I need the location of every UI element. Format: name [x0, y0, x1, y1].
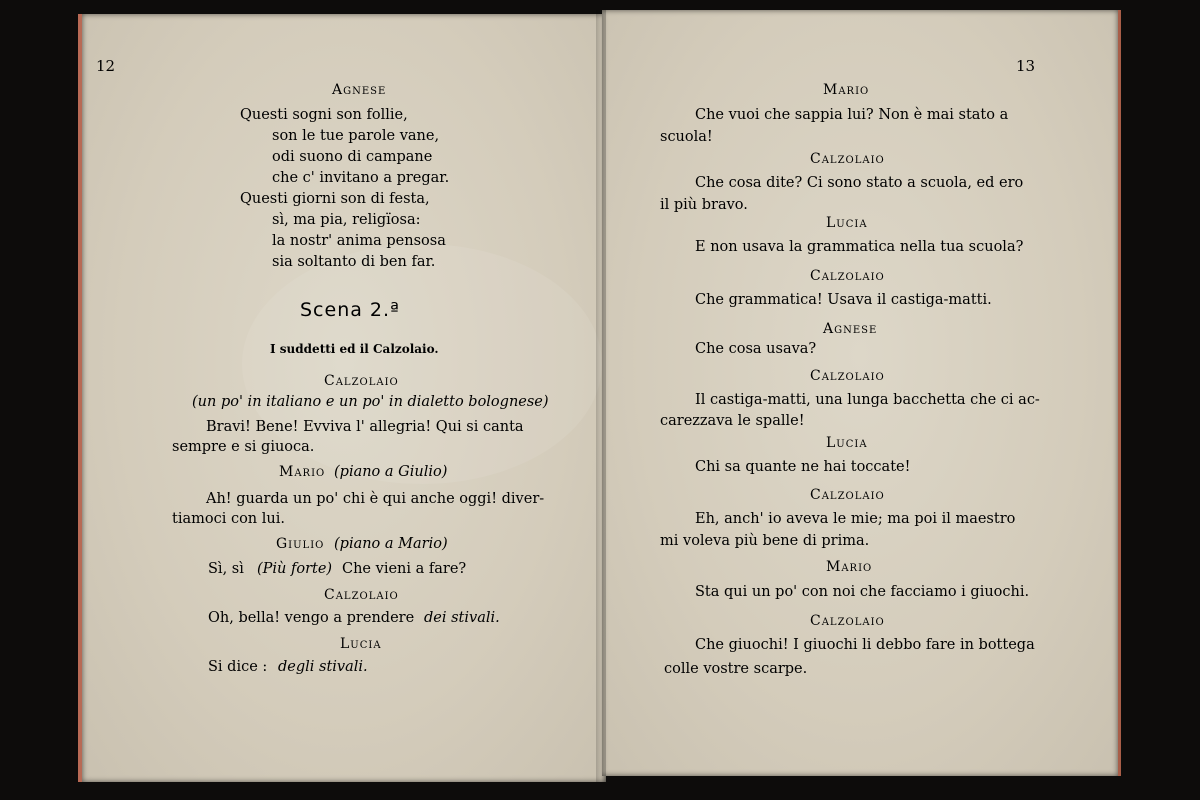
dialogue-line: Chi sa quante ne hai toccate!: [695, 459, 911, 475]
verse-line: Questi giorni son di festa,: [240, 191, 430, 207]
dialogue-line: tiamoci con lui.: [172, 511, 285, 527]
dialogue-line: Sta qui un po' con noi che facciamo i giuochi.: [695, 584, 1030, 600]
scene-characters: I suddetti ed il Calzolaio.: [270, 342, 439, 356]
dialogue-line: Il castiga-matti, una lunga bacchetta che ci ac-: [695, 392, 1040, 408]
dialogue-emphasis: dei stivali.: [424, 610, 500, 626]
stage-direction: (un po' in italiano e un po' in dialetto bolognese): [192, 394, 549, 410]
speaker-label: Agnese: [823, 321, 878, 337]
dialogue-line: Si dice :: [208, 659, 268, 675]
dialogue-line: Che cosa usava?: [695, 341, 817, 357]
dialogue-line: il più bravo.: [660, 197, 748, 213]
speaker-label: Mario: [279, 464, 326, 480]
dialogue-line: sempre e si giuoca.: [172, 439, 315, 455]
verse-line: la nostr' anima pensosa: [272, 233, 446, 249]
page-number-left: 12: [96, 57, 116, 75]
stage-direction: (Più forte): [257, 561, 333, 577]
dialogue-line: Oh, bella! vengo a prendere: [208, 610, 415, 626]
verse-line: che c' invitano a pregar.: [272, 170, 450, 186]
verse-line: odi suono di campane: [272, 149, 433, 165]
dialogue-emphasis: degli stivali.: [278, 659, 368, 675]
speaker-label: Lucia: [340, 636, 382, 652]
verse-line: Questi sogni son follie,: [240, 107, 408, 123]
speaker-label: Lucia: [826, 435, 868, 451]
speaker-label: Calzolaio: [810, 368, 885, 384]
dialogue-line: E non usava la grammatica nella tua scuola?: [695, 239, 1024, 255]
dialogue-line: carezzava le spalle!: [660, 413, 805, 429]
speaker-label: Calzolaio: [324, 373, 399, 389]
speaker-label: Lucia: [826, 215, 868, 231]
page-number-right: 13: [1016, 57, 1036, 75]
dialogue-line: Che vieni a fare?: [342, 561, 467, 577]
speaker-label: Mario: [826, 559, 873, 575]
stage-direction: (piano a Giulio): [334, 464, 448, 480]
dialogue-line: colle vostre scarpe.: [664, 661, 808, 677]
dialogue-line: Che giuochi! I giuochi li debbo fare in bottega: [695, 637, 1035, 653]
speaker-label: Calzolaio: [324, 587, 399, 603]
speaker-label: Calzolaio: [810, 487, 885, 503]
dialogue-line: mi voleva più bene di prima.: [660, 533, 870, 549]
dialogue-line: Ah! guarda un po' chi è qui anche oggi! diver-: [206, 491, 545, 507]
scene-heading: Scena 2.ª: [300, 299, 401, 321]
speaker-label: Mario: [823, 82, 870, 98]
dialogue-line: Eh, anch' io aveva le mie; ma poi il maestro: [695, 511, 1016, 527]
speaker-label: Agnese: [332, 82, 387, 98]
speaker-label: Calzolaio: [810, 613, 885, 629]
verse-line: sia soltanto di ben far.: [272, 254, 436, 270]
speaker-label: Giulio: [276, 536, 325, 552]
speaker-label: Calzolaio: [810, 268, 885, 284]
book-gutter: [596, 10, 606, 782]
dialogue-line: Che cosa dite? Ci sono stato a scuola, ed ero: [695, 175, 1024, 191]
verse-line: son le tue parole vane,: [272, 128, 440, 144]
dialogue-line: Bravi! Bene! Evviva l' allegria! Qui si canta: [206, 419, 524, 435]
dialogue-line: Che grammatica! Usava il castiga-matti.: [695, 292, 992, 308]
dialogue-line: Sì, sì: [208, 561, 244, 577]
verse-line: sì, ma pia, religïosa:: [272, 212, 421, 228]
speaker-label: Calzolaio: [810, 151, 885, 167]
stage-direction: (piano a Mario): [334, 536, 448, 552]
dialogue-line: scuola!: [660, 129, 713, 145]
dialogue-line: Che vuoi che sappia lui? Non è mai stato a: [695, 107, 1009, 123]
